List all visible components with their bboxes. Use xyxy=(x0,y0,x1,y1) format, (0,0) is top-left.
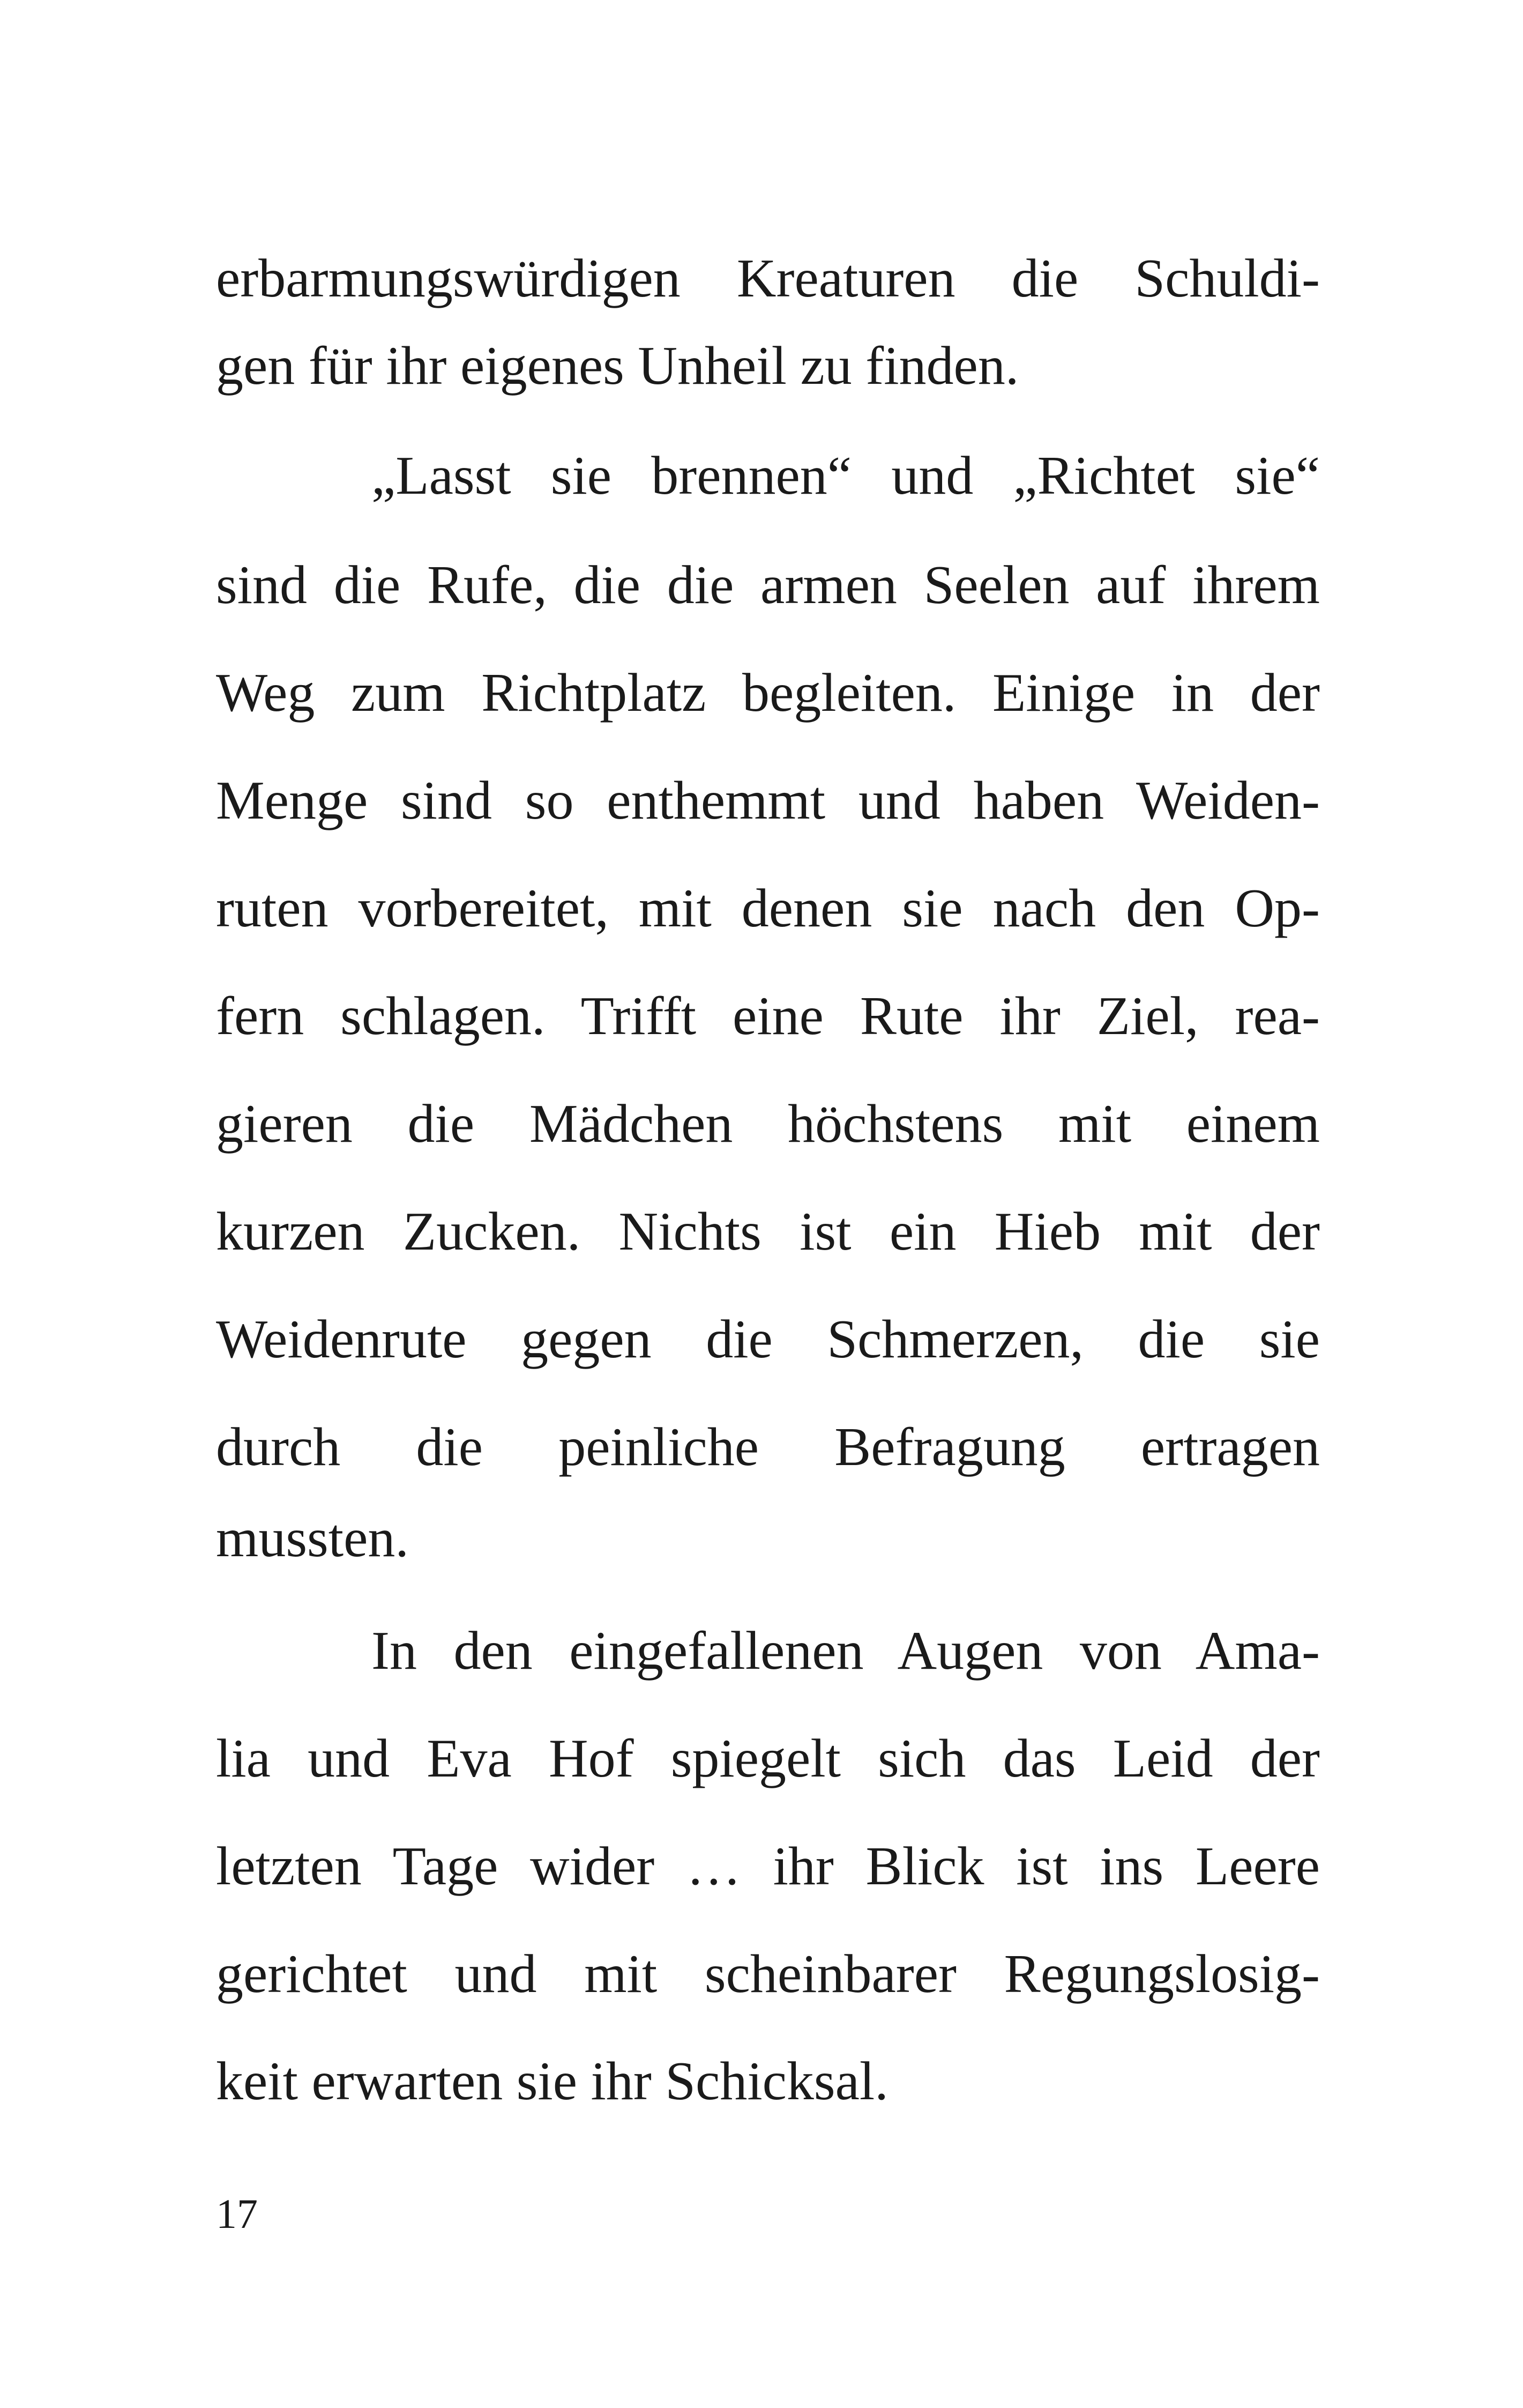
text-line: erbarmungswürdigen Kreaturen die Schuldi- xyxy=(216,248,1320,309)
text-line: kurzen Zucken. Nichts ist ein Hieb mit der xyxy=(216,1201,1320,1262)
text-line: fern schlagen. Trifft eine Rute ihr Ziel, rea- xyxy=(216,986,1320,1046)
text-line: gieren die Mädchen höchstens mit einem xyxy=(216,1094,1320,1154)
text-line: durch die peinliche Befragung ertragen xyxy=(216,1417,1320,1477)
text-line: gen für ihr eigenes Unheil zu finden. xyxy=(216,336,1019,396)
text-line: ruten vorbereitet, mit denen sie nach den Op- xyxy=(216,878,1320,939)
text-line: mussten. xyxy=(216,1508,409,1569)
text-line: gerichtet und mit scheinbarer Regungslosig- xyxy=(216,1944,1320,2004)
text-line: Weidenrute gegen die Schmerzen, die sie xyxy=(216,1309,1320,1370)
text-line: keit erwarten sie ihr Schicksal. xyxy=(216,2051,889,2112)
paragraph-first-line: „Lasst sie brennen“ und „Richtet sie“ xyxy=(371,445,1320,506)
paragraph-first-line: In den eingefallenen Augen von Ama- xyxy=(371,1621,1320,1681)
text-line: Weg zum Richtplatz begleiten. Einige in der xyxy=(216,663,1320,723)
page-number: 17 xyxy=(216,2190,258,2237)
text-line: lia und Eva Hof spiegelt sich das Leid der xyxy=(216,1728,1320,1789)
text-line: sind die Rufe, die die armen Seelen auf ihrem xyxy=(216,555,1320,615)
text-line: letzten Tage wider … ihr Blick ist ins Leere xyxy=(216,1836,1320,1897)
text-line: Menge sind so enthemmt und haben Weiden- xyxy=(216,770,1320,831)
